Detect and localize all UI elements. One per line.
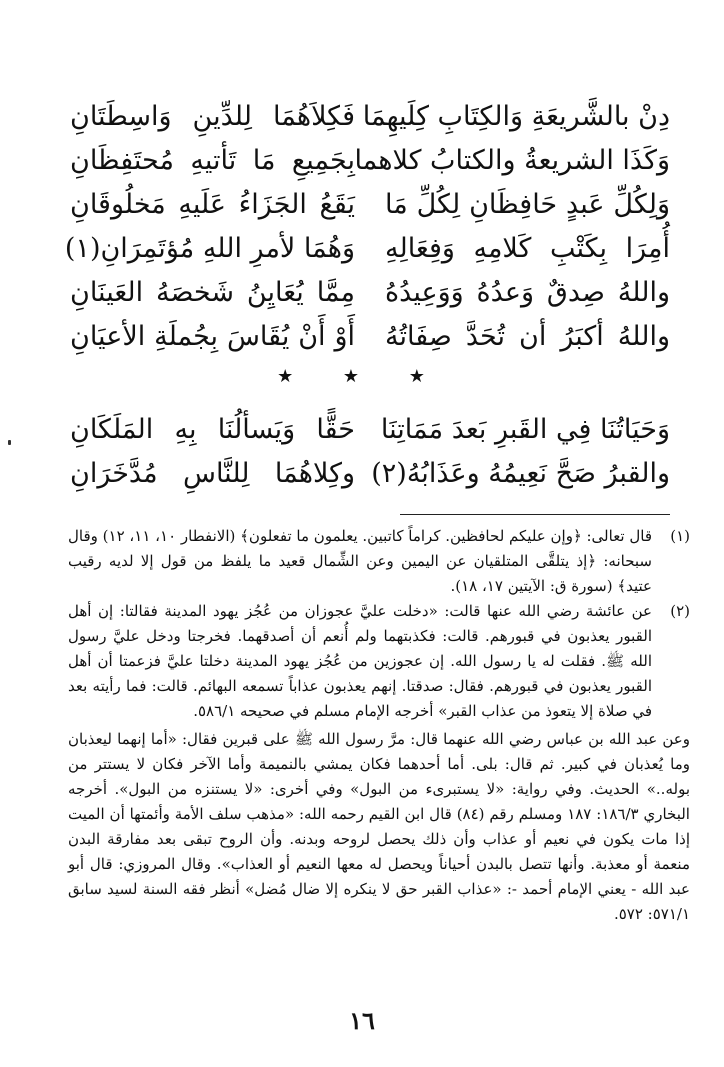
verse-second-hemistich: يَقَعُ الجَزَاءُ عَلَيهِ مَخلُوقَانِ xyxy=(70,189,355,220)
section-separator: ★ ★ ★ xyxy=(277,366,447,387)
footnote-number: (٢) xyxy=(670,602,690,620)
verse-second-hemistich: حَقًّا وَيَسألُنَا بِهِ المَلَكَانِ xyxy=(70,414,355,445)
verse-row xyxy=(70,315,670,359)
poem-bottom xyxy=(70,408,670,496)
verse-row xyxy=(70,183,670,227)
footnote-rule xyxy=(400,514,670,515)
footnote-text: عن عائشة رضي الله عنها قالت: «دخلت عليَّ عجوزان من عُجُز يهود المدينة فقالتا: إن أهل القبور يعذبون في قبورهم. قالت: فكذبتهما ولم أُنعم أن أصدقهما. فخرجتا ودخل عليَّ رسول الله ﷺ. فقلت له يا رسول الله. إن عجوزين من عُجُز يهود المدينة دخلتا عليَّ فزعمتا أن أهل القبور يعذبون في قبورهم. فقال: صدقتا. إنهم يعذبون عذاباً تسمعه البهائم. قالت: فما رأيته بعد في صلاة إلا يتعوذ من عذاب القبر» أخرجه الإمام مسلم في صحيحه ٥٨٦/١. xyxy=(68,602,652,720)
verse-second-hemistich: بِجَمِيعِ مَا تَأتيهِ مُحتَفِظَانِ xyxy=(70,145,355,176)
verse-row xyxy=(70,408,670,452)
verse-first-hemistich: واللهُ أكبَرُ أن تُحَدَّ صِفَاتُهُ xyxy=(385,321,670,352)
poem-top xyxy=(64,95,670,359)
verse-row xyxy=(70,452,670,496)
verse-first-hemistich: وَكَذَا الشريعةُ والكتابُ كلاهما xyxy=(354,145,670,176)
footnote-text: قال تعالى: ﴿وإن عليكم لحافظين. كراماً كاتبين. يعلمون ما تفعلون﴾ (الانفطار ١٠، ١١، ١٢) وقال سبحانه: ﴿إذ يتلقَّى المتلقيان عن اليمين وعن الشِّمال قعيد ما يلفظ من قول إلا لديه رقيب عتيد﴾ (سورة ق: الآيتين ١٧، ١٨). xyxy=(68,527,653,595)
verse-second-hemistich: أَوْ أَنْ يُقَاسَ بِجُملَةِ الأعيَانِ xyxy=(70,321,355,352)
verse-row xyxy=(64,227,670,271)
footnote-continuation: وعن عبد الله بن عباس رضي الله عنهما قال: مرَّ رسول الله ﷺ على قبرين فقال: «أما إنهما ليعذبان وما يُعذبان في كبير. ثم قال: بلى. أما أحدهما فكان يمشي بالنميمة وأما الآخر فكان لا يستتر من بوله..» الحديث. وفي رواية: «لا يستبرىء من البول» وفي أخرى: «لا يستنزه من البول». أخرجه البخاري ١٨٦/٣: ١٨٧ ومسلم رقم (٨٤) قال ابن القيم رحمه الله: «مذهب سلف الأمة وأئمتها أن الميت إذا مات يكون في نعيم أو عذاب وأن ذلك يحصل لروحه وبدنه. وأن الروح تبقى بعد مفارقة البدن منعمة أو معذبة. وأنها تتصل بالبدن أحياناً ويحصل له معها النعيم أو العذاب». وقال المروزي: قال أبو عبد الله - يعني الإمام أحمد -: «عذاب القبر حق لا ينكره إلا ضال مُضل» أنظر فقه السنة لسيد سابق ٥٧١/١: ٥٧٢. xyxy=(68,730,690,923)
verse-row xyxy=(70,139,670,183)
verse-first-hemistich: وَلِكُلِّ عَبدٍ حَافِظَانِ لِكُلِّ مَا xyxy=(385,189,670,220)
footnote-number: (١) xyxy=(670,527,690,545)
verse-first-hemistich: واللهُ صِدقٌ وَعدُهُ وَوَعِيدُهُ xyxy=(385,277,670,308)
footnote xyxy=(68,599,690,724)
verse-first-hemistich: وَحَيَاتُنَا فِي القَبرِ بَعدَ مَمَاتِنَا xyxy=(380,414,670,445)
footnote xyxy=(68,524,690,599)
verse-second-hemistich: مِمَّا يُعَايِنُ شَخصَهُ العَينَانِ xyxy=(70,277,355,308)
verse-second-hemistich: فَكِلاَهُمَا لِلدِّينِ وَاسِطَتَانِ xyxy=(70,101,355,132)
verse-row xyxy=(70,95,670,139)
verse-row xyxy=(70,271,670,315)
verse-first-hemistich: دِنْ بالشَّريعَةِ وَالكِتَابِ كِلَيهِمَا xyxy=(362,101,670,132)
verse-first-hemistich: أُمِرَا بِكَتْبِ كَلامِهِ وَفِعَالِهِ xyxy=(385,233,670,264)
scan-mark xyxy=(8,440,11,445)
verse-second-hemistich: وكِلاهُمَا لِلنَّاسِ مُدَّخَرَانِ xyxy=(70,458,355,489)
page-number: ١٦ xyxy=(349,1006,375,1035)
verse-second-hemistich: وَهُمَا لأمرِ اللهِ مُؤتَمِرَانِ(١) xyxy=(64,233,355,264)
footnotes xyxy=(68,524,690,927)
verse-first-hemistich: والقبرُ صَحَّ نَعِيمُهُ وعَذَابُهُ(٢) xyxy=(371,458,670,489)
